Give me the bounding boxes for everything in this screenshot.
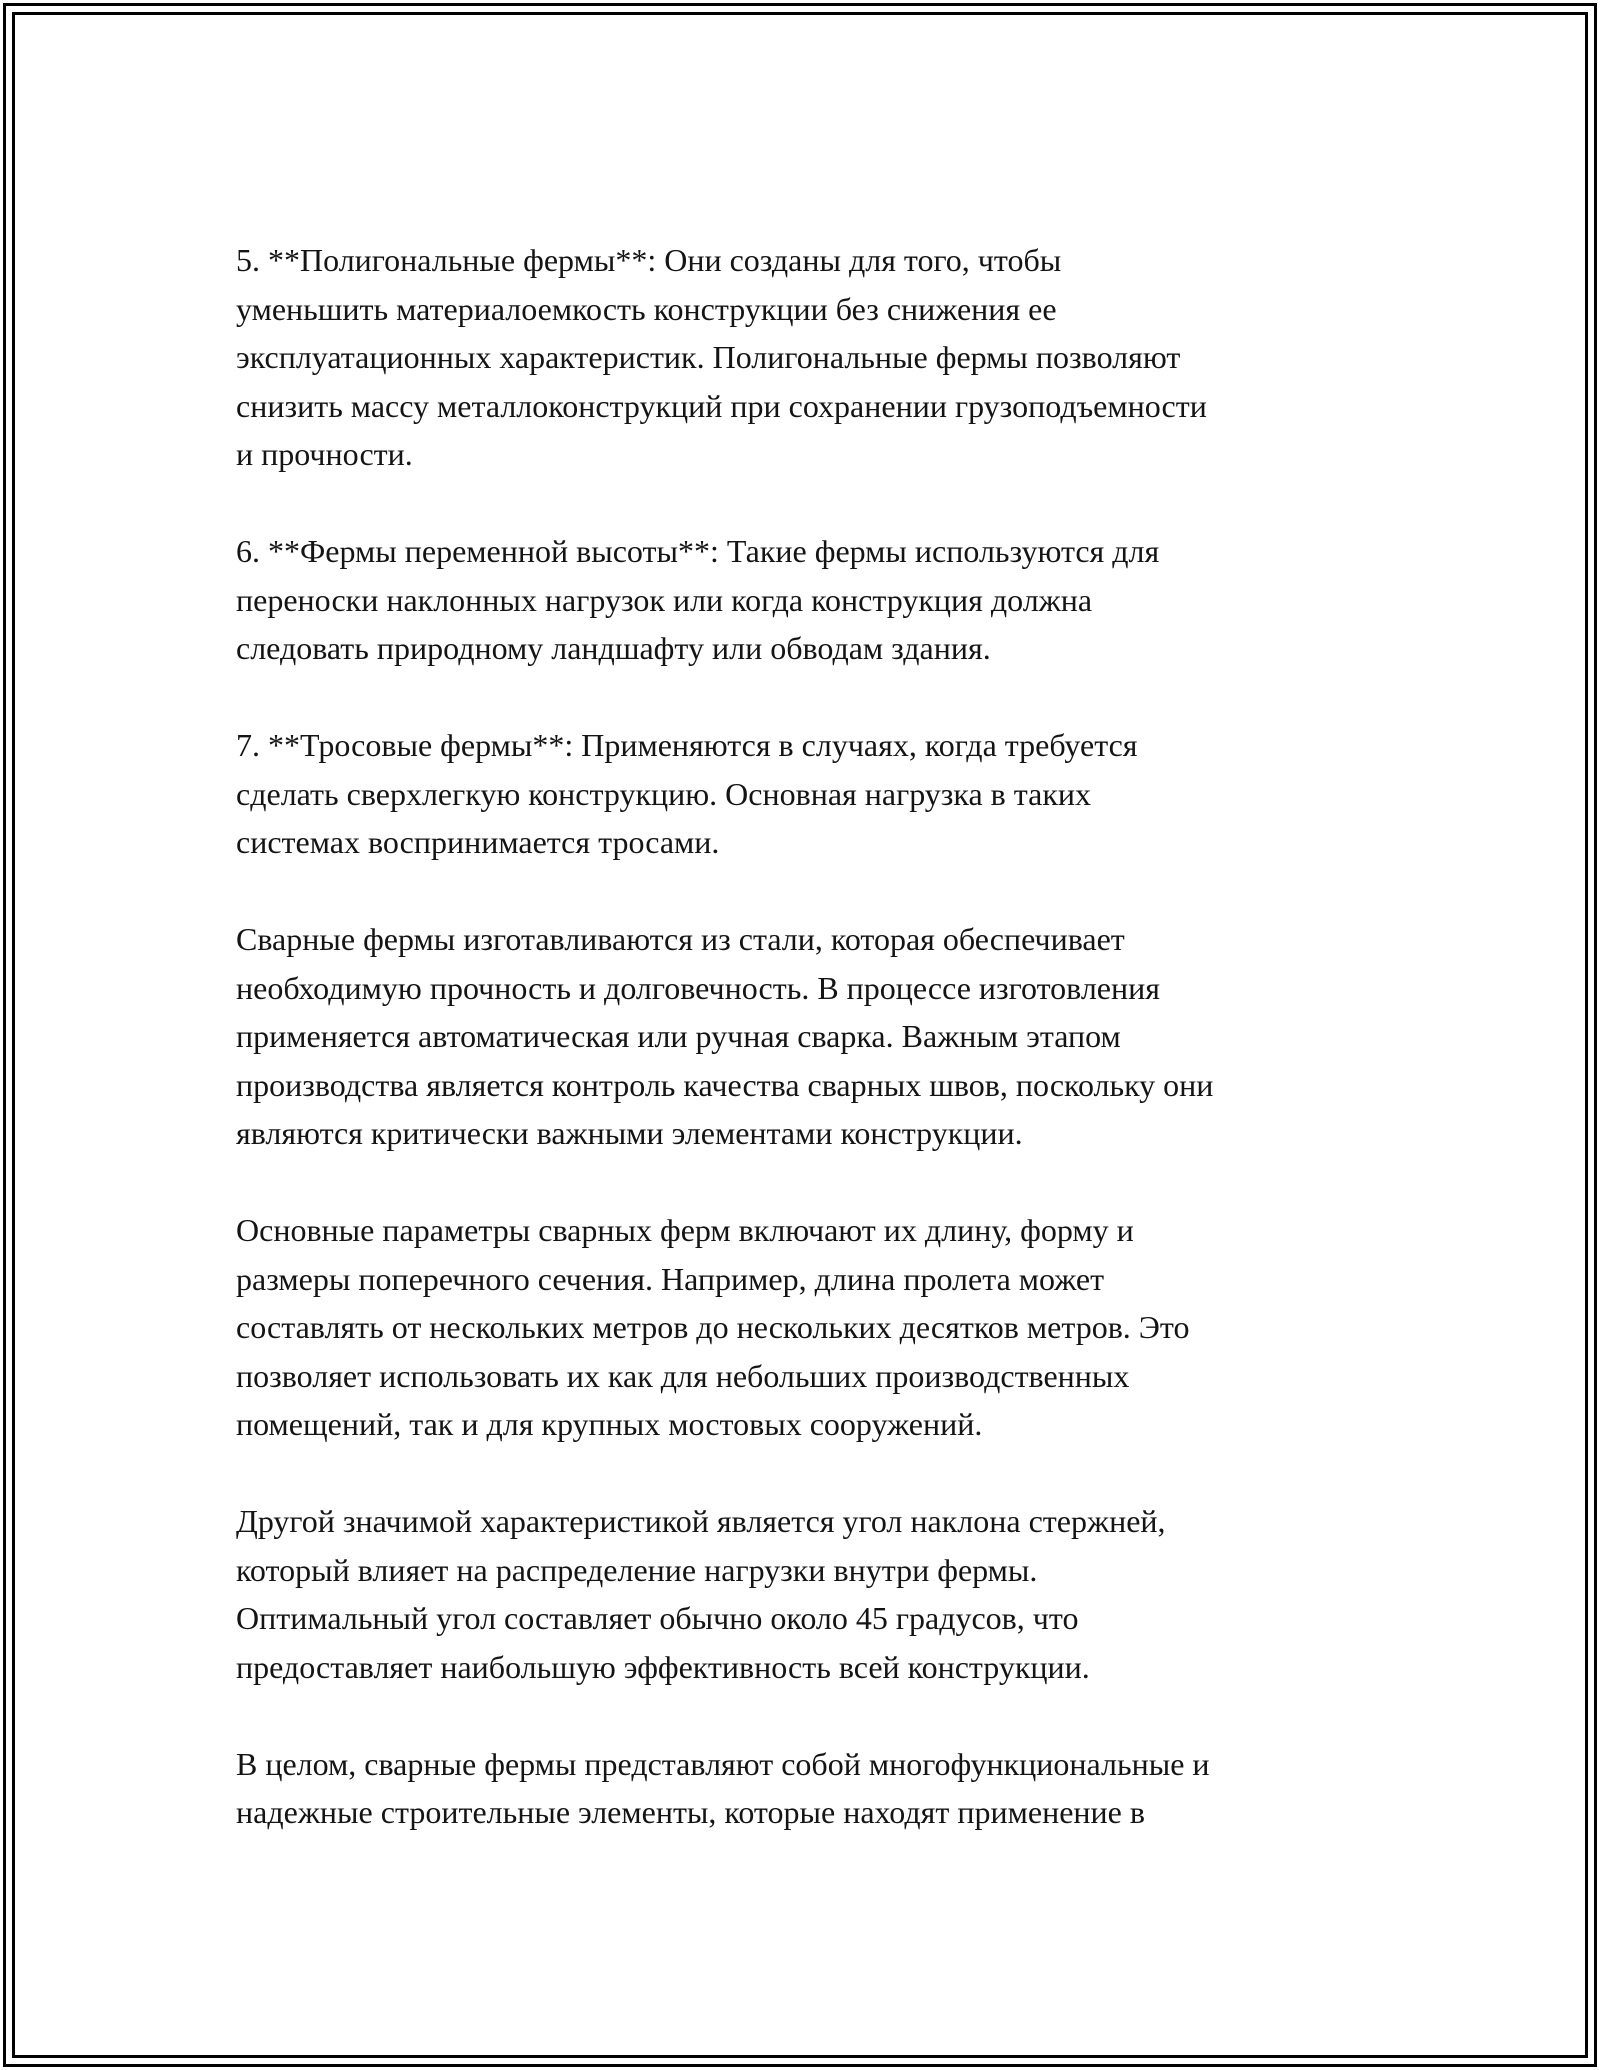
paragraph-cable-trusses: 7. **Тросовые фермы**: Применяются в случаях, когда требуется сделать сверхлегкую конструкцию. Основная нагрузка в таких системах воспринимается тросами. bbox=[236, 727, 1138, 860]
paragraph-polygonal-trusses: 5. **Полигональные фермы**: Они созданы для того, чтобы уменьшить материалоемкость конструкции без снижения ее эксплуатационных характеристик. Полигональные фермы позволяют снизить массу металлоконструкций при сохранении грузоподъемности и прочности. bbox=[236, 242, 1207, 472]
paragraph-variable-height-trusses: 6. **Фермы переменной высоты**: Такие фермы используются для переноски наклонных нагрузок или когда конструкция должна следовать природному ландшафту или обводам здания. bbox=[236, 533, 1160, 666]
paragraph-conclusion: В целом, сварные фермы представляют собой многофункциональные и надежные строительные элементы, которые находят применение в bbox=[236, 1745, 1210, 1830]
document-body bbox=[236, 236, 1386, 1837]
paragraph-rod-angle: Другой значимой характеристикой является угол наклона стержней, который влияет на распределение нагрузки внутри фермы. Оптимальный угол составляет обычно около 45 градусов, что предоставляет наибольшую эффективность всей конструкции. bbox=[236, 1503, 1166, 1685]
paragraph-main-parameters: Основные параметры сварных ферм включают их длину, форму и размеры поперечного сечения. Например, длина пролета может составлять от нескольких метров до нескольких десятков метров. Это позволяет использовать их как для небольших производственных помещений, так и для крупных мостовых сооружений. bbox=[236, 1212, 1190, 1442]
paragraph-welded-trusses-manufacturing: Сварные фермы изготавливаются из стали, которая обеспечивает необходимую прочность и долговечность. В процессе изготовления применяется автоматическая или ручная сварка. Важным этапом производства является контроль качества сварных швов, поскольку они являются критически важными элементами конструкции. bbox=[236, 921, 1214, 1151]
